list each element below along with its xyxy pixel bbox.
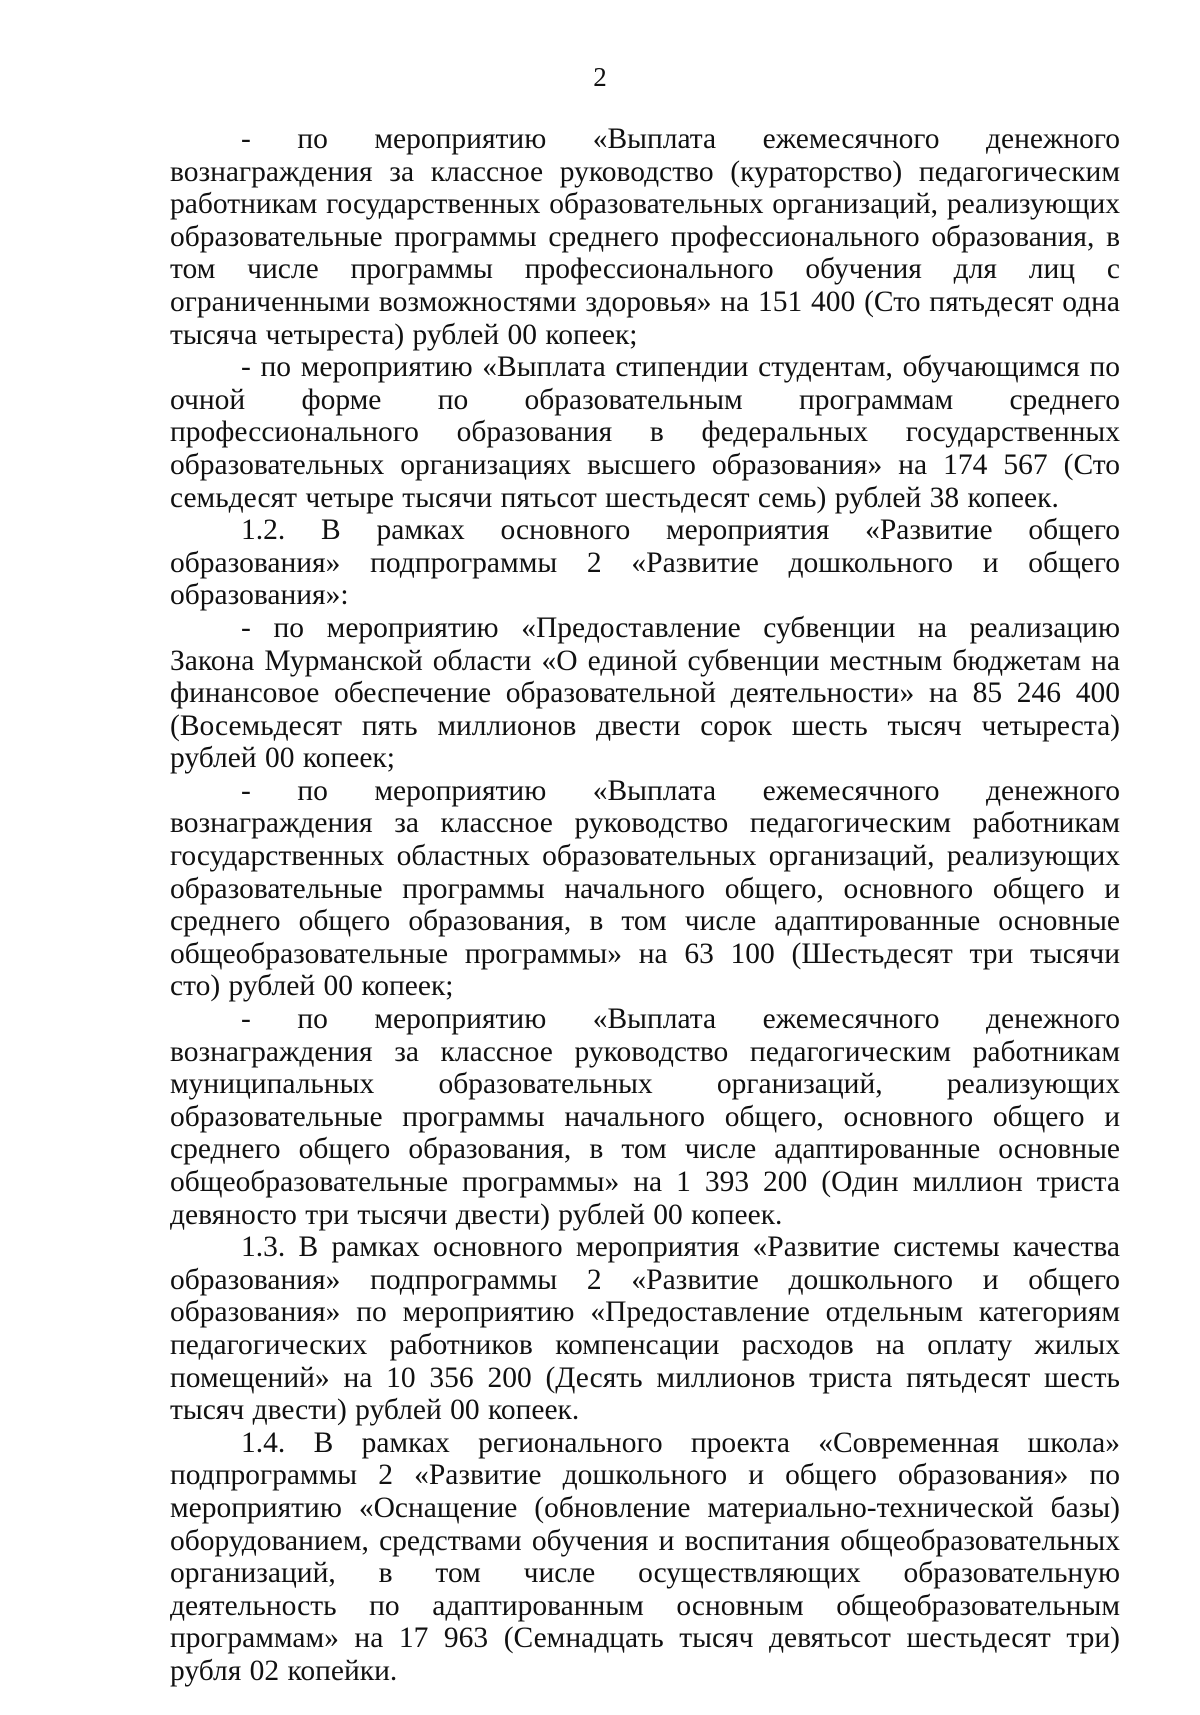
paragraph-7: 1.3. В рамках основного мероприятия «Развитие системы качества образования» подпрограммы 2 «Развитие дошкольного и общего образования» по мероприятию «Предоставление отдельным категориям педагогических работников компенсации расходов на оплату жилых помещений» на 10 356 200 (Десять миллионов триста пятьдесят шесть тысяч двести) рублей 00 копеек.: [170, 1231, 1120, 1427]
paragraph-6: - по мероприятию «Выплата ежемесячного денежного вознаграждения за классное руководство педагогическим работникам муниципальных образовательных организаций, реализующих образовательные программы начального общего, основного общего и среднего общего образования, в том числе адаптированные основные общеобразовательные программы» на 1 393 200 (Один миллион триста девяносто три тысячи двести) рублей 00 копеек.: [170, 1003, 1120, 1231]
document-body: [170, 123, 1120, 1688]
paragraph-5: - по мероприятию «Выплата ежемесячного денежного вознаграждения за классное руководство педагогическим работникам государственных областных образовательных организаций, реализующих образовательные программы начального общего, основного общего и среднего общего образования, в том числе адаптированные основные общеобразовательные программы» на 63 100 (Шестьдесят три тысячи сто) рублей 00 копеек;: [170, 774, 1120, 1003]
paragraph-3: 1.2. В рамках основного мероприятия «Развитие общего образования» подпрограммы 2 «Развитие дошкольного и общего образования»:: [170, 514, 1120, 612]
paragraph-8: 1.4. В рамках регионального проекта «Современная школа» подпрограммы 2 «Развитие дошкольного и общего образования» по мероприятию «Оснащение (обновление материально-технической базы) оборудованием, средствами обучения и воспитания общеобразовательных организаций, в том числе осуществляющих образовательную деятельность по адаптированным основным общеобразовательным программам» на 17 963 (Семнадцать тысяч девятьсот шестьдесят три) рубля 02 копейки.: [170, 1426, 1120, 1687]
page-number: 2: [593, 62, 607, 92]
paragraph-4: - по мероприятию «Предоставление субвенции на реализацию Закона Мурманской области «О единой субвенции местным бюджетам на финансовое обеспечение образовательной деятельности» на 85 246 400 (Восемьдесят пять миллионов двести сорок шесть тысяч четыреста) рублей 00 копеек;: [170, 611, 1120, 775]
paragraph-1: - по мероприятию «Выплата ежемесячного денежного вознаграждения за классное руководство (кураторство) педагогическим работникам государственных образовательных организаций, реализующих образовательные программы среднего профессионального образования, в том числе программы профессионального обучения для лиц с ограниченными возможностями здоровья» на 151 400 (Сто пятьдесят одна тысяча четыреста) рублей 00 копеек;: [170, 123, 1120, 351]
paragraph-2: - по мероприятию «Выплата стипендии студентам, обучающимся по очной форме по образовательным программам среднего профессионального образования в федеральных государственных образовательных организациях высшего образования» на 174 567 (Сто семьдесят четыре тысячи пятьсот шестьдесят семь) рублей 38 копеек.: [170, 351, 1120, 514]
